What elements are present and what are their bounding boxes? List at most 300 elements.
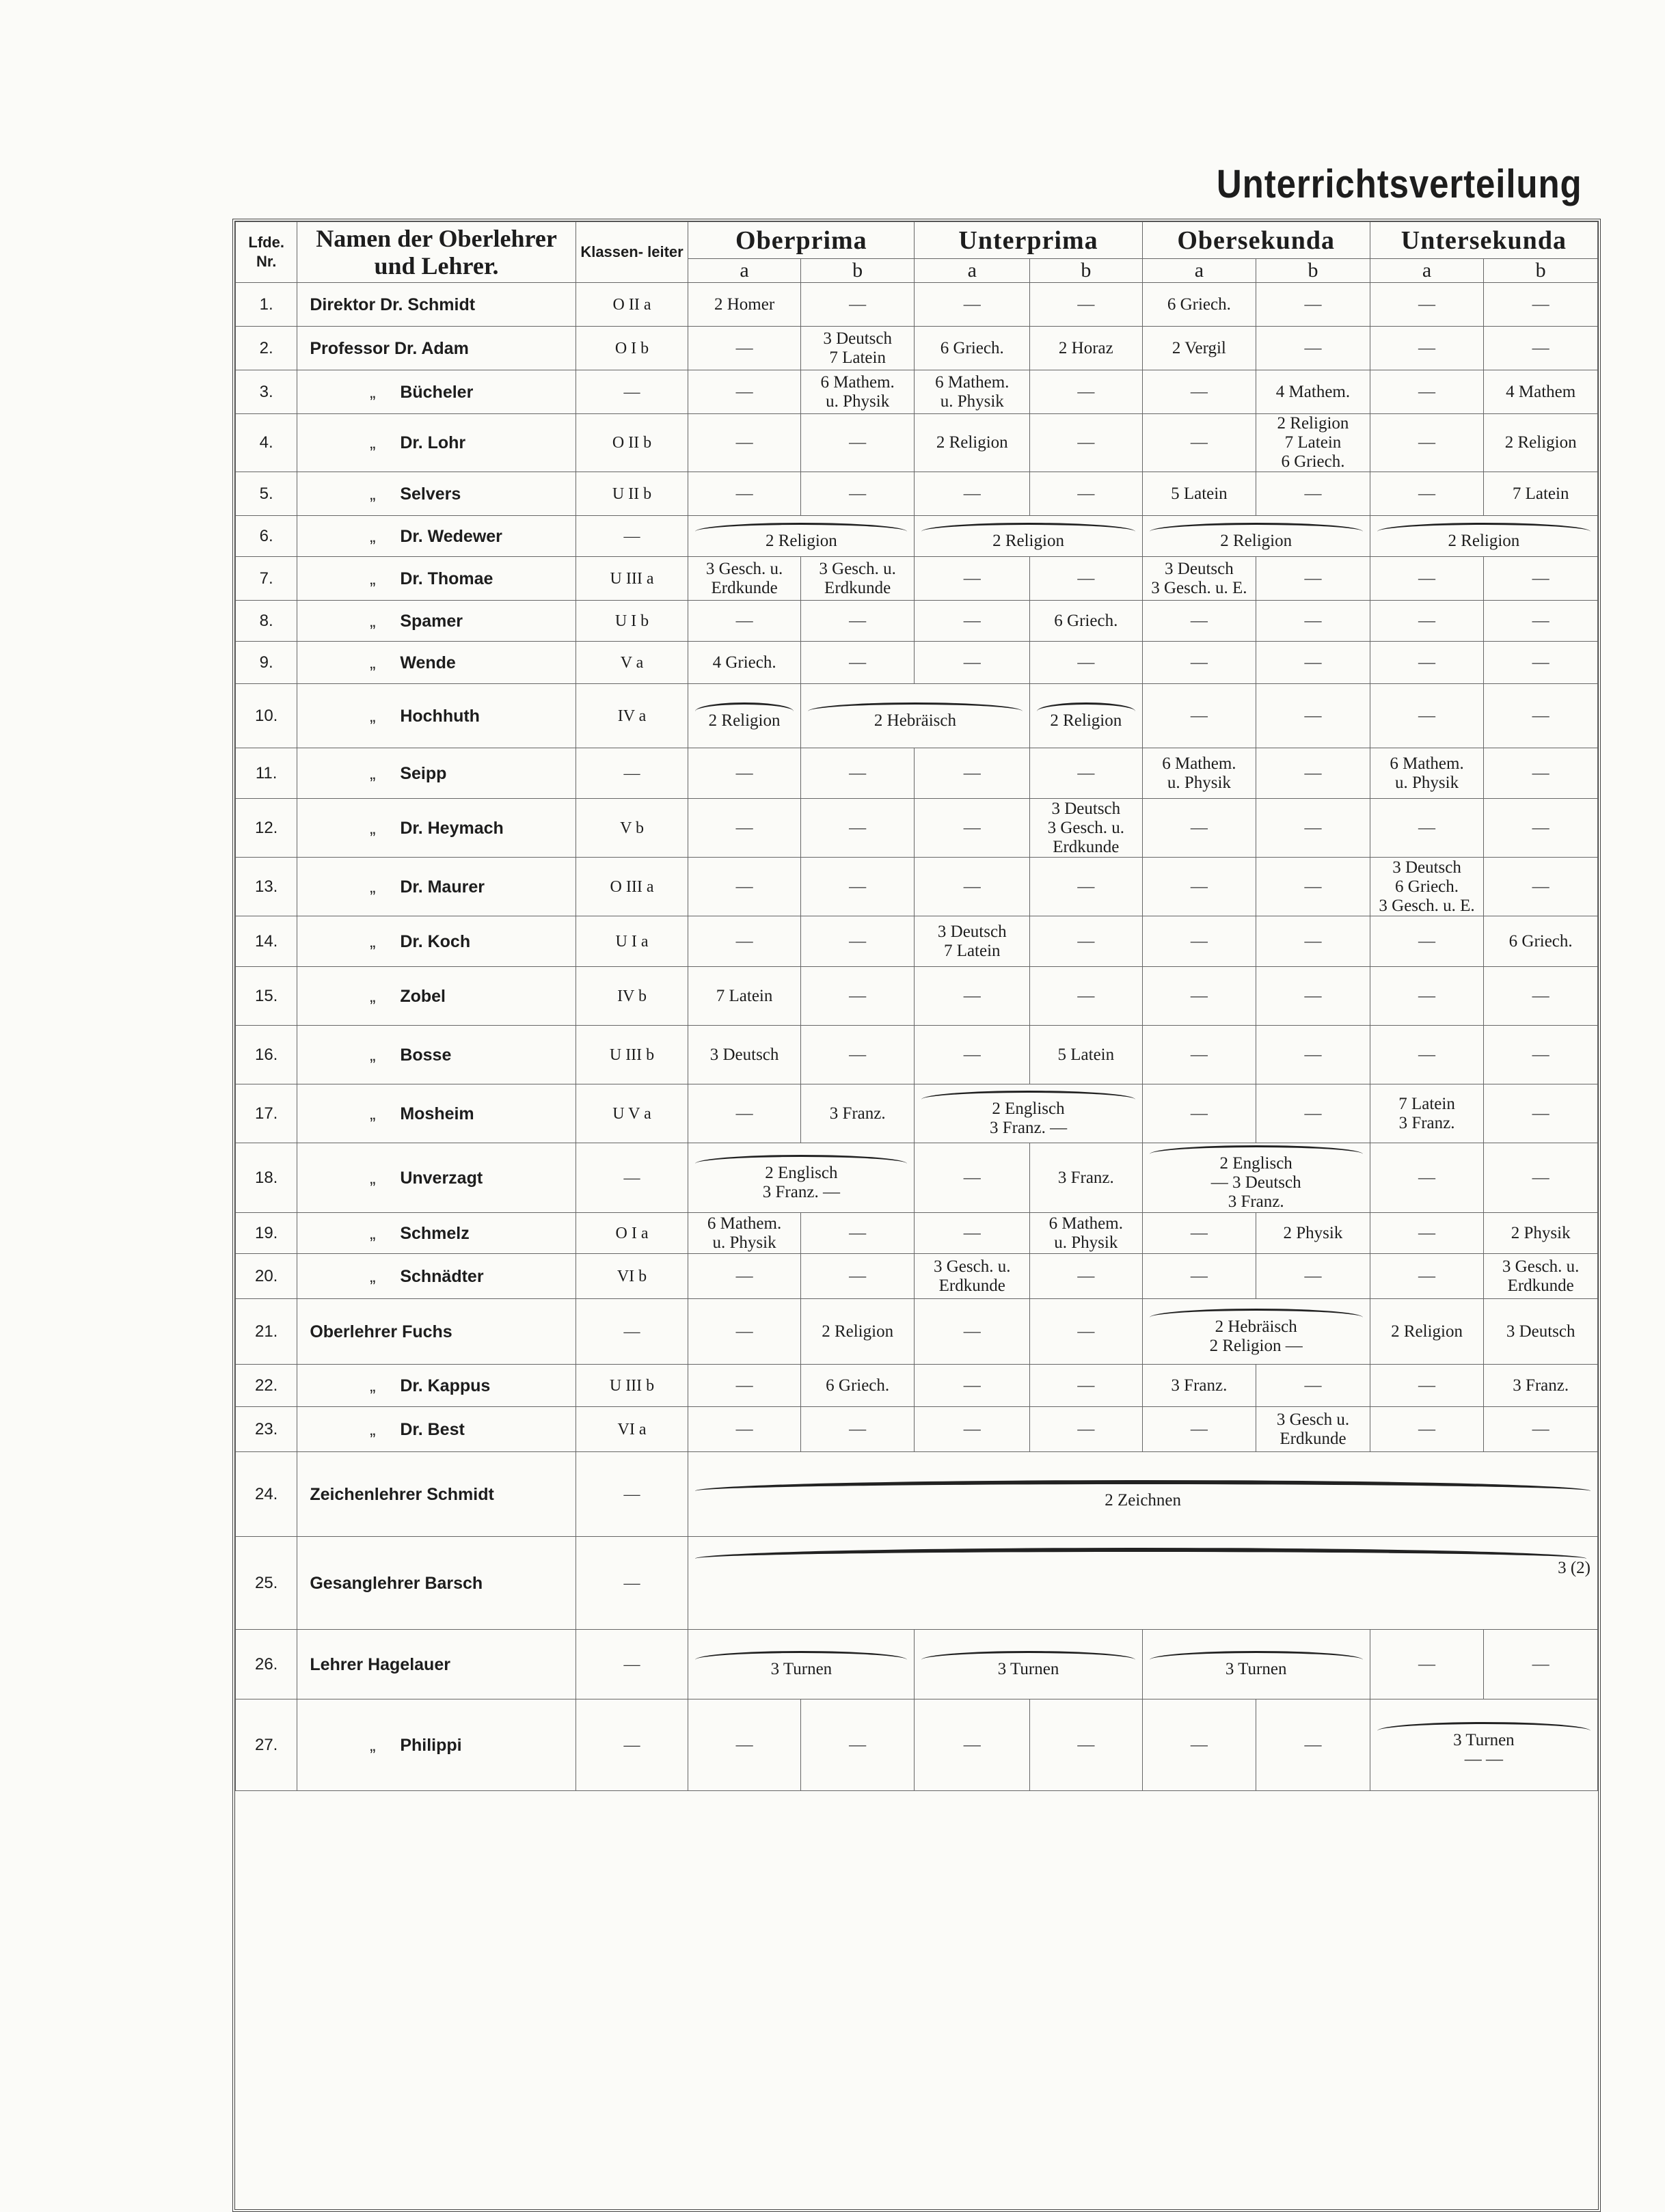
teacher-name-text: Seipp [400,763,447,783]
table-row [236,283,1598,327]
page-title: Unterrichtsverteilung [1217,162,1582,206]
dash-mark: — [1532,986,1549,1005]
row-number [236,1365,297,1407]
row-number [236,472,297,516]
ditto-mark: „ [370,1168,376,1188]
schedule-cell [688,1537,1598,1630]
table-row [236,1084,1598,1143]
schedule-cell [688,684,801,748]
dash-mark: — [1190,653,1208,672]
cell-text: 3. [259,382,273,401]
dash-mark: — [1077,986,1095,1005]
schedule-cell [1142,1084,1256,1143]
cell-text: U I b [614,612,649,630]
schedule-cell [1030,967,1143,1026]
klassenleiter-value [576,601,688,642]
cell-text: 6 Griech. [940,338,1004,357]
dash-mark: — [1418,569,1436,588]
schedule-cell [1256,1084,1370,1143]
cell-text: 3 Franz. [1171,1376,1228,1395]
header-untersekunda: Untersekunda [1370,222,1597,259]
cell-text: 3 Deutsch [937,922,1007,941]
dash-mark: — [849,1045,867,1064]
row-number [236,1084,297,1143]
schedule-cell [1030,858,1143,916]
schedule-cell [1370,516,1597,557]
ditto-mark: „ [370,877,376,897]
cell-text: 5 Latein [1171,484,1228,503]
teacher-name [297,1537,576,1630]
dash-mark: — [735,611,753,630]
header-unterprima: Unterprima [915,222,1142,259]
cell-text: 2 Religion [765,532,837,550]
dash-mark: — [849,433,867,452]
cell-text: U I a [615,932,649,951]
table-row [236,472,1598,516]
schedule-cell [1484,799,1598,858]
dash-mark: — [963,763,981,782]
schedule-cell [1484,1026,1598,1084]
dash-mark: — [1304,484,1322,503]
dash-mark: — [849,611,867,630]
ditto-mark: „ [370,653,376,672]
schedule-cell [1142,642,1256,684]
teacher-name-text: Direktor Dr. Schmidt [310,295,476,314]
row-number [236,1699,297,1791]
teacher-name-text: Dr. Thomae [400,569,493,588]
cell-text: 3 Gesch. u. E. [1379,896,1475,915]
klassenleiter-value [576,748,688,799]
cell-text: 2 Religion [936,433,1008,452]
cell-text: 25. [254,1573,278,1592]
dash-mark: — [1304,653,1322,672]
schedule-cell [1370,1365,1484,1407]
teacher-name-text: Professor Dr. Adam [310,338,469,358]
teacher-name-text: Dr. Kappus [400,1376,491,1395]
schedule-cell [688,557,801,601]
cell-text: 2 Physik [1511,1223,1571,1242]
teacher-name-text: Dr. Koch [400,931,471,951]
table-row [236,414,1598,472]
dash-mark: — [963,986,981,1005]
teacher-name [297,472,576,516]
dash-mark: — [1418,1419,1436,1438]
teacher-name-text: Zeichenlehrer Schmidt [310,1484,494,1504]
brace-mark [695,1480,1590,1491]
ditto-mark: „ [370,1735,376,1755]
teacher-name-text: Bücheler [400,382,474,402]
cell-text: IV b [617,987,647,1005]
schedule-cell [800,967,915,1026]
dash-mark: — [849,653,867,672]
header-name [297,222,576,283]
schedule-cell [1370,327,1484,370]
cell-text: 6 Griech. [1395,877,1459,896]
table-row [236,799,1598,858]
dash-mark: — [1190,706,1208,725]
cell-text: Erdkunde [711,578,778,597]
dash-mark: — [1190,1104,1208,1123]
dash-mark: — [1532,338,1549,357]
schedule-cell [1370,684,1484,748]
schedule-cell [1256,1026,1370,1084]
schedule-cell [1484,283,1598,327]
schedule-cell [915,916,1030,967]
cell-text: 3 Deutsch [1506,1322,1575,1341]
schedule-cell [800,1084,915,1143]
schedule-cell [915,472,1030,516]
dash-mark: — [735,1104,753,1123]
row-number [236,1407,297,1452]
cell-text: U II b [612,484,652,503]
schedule-cell [800,748,915,799]
dash-mark: — [1077,1266,1095,1285]
teacher-name [297,1143,576,1213]
cell-text: 6. [259,526,273,545]
teacher-name [297,1026,576,1084]
schedule-cell [688,601,801,642]
dash-mark: — [623,764,640,782]
dash-mark: — [1418,1266,1436,1285]
schedule-cell [1484,327,1598,370]
klassenleiter-value [576,916,688,967]
schedule-cell [915,516,1142,557]
schedule-cell [800,858,915,916]
klassenleiter-value [576,1407,688,1452]
dash-mark: — [1304,818,1322,837]
schedule-cell [800,1699,915,1791]
schedule-cell [1484,414,1598,472]
schedule-cell [688,1365,801,1407]
header-name-line2: und Lehrer. [374,252,499,279]
row-number [236,1143,297,1213]
dash-mark: — [1077,382,1095,401]
row-number [236,967,297,1026]
cell-text: VI b [617,1267,647,1285]
dash-mark: — [735,763,753,782]
schedule-cell [800,1026,915,1084]
schedule-cell [688,748,801,799]
dash-mark: — [1077,569,1095,588]
schedule-cell [1142,557,1256,601]
schedule-cell [1142,1699,1256,1791]
dash-mark: — [1190,1266,1208,1285]
klassenleiter-value [576,472,688,516]
schedule-cell [915,414,1030,472]
dash-mark: — [1190,1045,1208,1064]
header-oberprima: Oberprima [688,222,915,259]
row-number [236,1026,297,1084]
cell-text: 3 Franz. [1057,1168,1114,1187]
dash-mark: — [1190,1419,1208,1438]
cell-text: O III a [610,877,654,896]
teacher-name-text: Dr. Maurer [400,877,485,897]
cell-text: — 3 Deutsch [1210,1173,1301,1192]
ditto-mark: „ [370,1223,376,1243]
dash-mark: — [1418,818,1436,837]
cell-text: Erdkunde [1053,837,1120,856]
dash-mark: — [623,1322,640,1341]
schedule-cell [800,1407,915,1452]
schedule-cell [1030,916,1143,967]
cell-text: 6 Griech. [1167,295,1231,314]
schedule-cell [1142,414,1256,472]
schedule-cell [1484,1084,1598,1143]
table-row [236,557,1598,601]
schedule-cell [915,1084,1142,1143]
cell-text: V a [620,653,644,672]
dash-mark: — [1418,295,1436,314]
schedule-cell [1370,1026,1484,1084]
klassenleiter-value [576,1084,688,1143]
schedule-cell [1370,1143,1484,1213]
dash-mark: — [849,763,867,782]
dash-mark: — [1532,1045,1549,1064]
schedule-cell [915,799,1030,858]
klassenleiter-value [576,370,688,414]
dash-mark: — [849,484,867,503]
brace-mark [1150,1145,1363,1154]
row-number [236,799,297,858]
schedule-cell [688,414,801,472]
schedule-cell [1256,799,1370,858]
ditto-mark: „ [370,1104,376,1123]
cell-text: 27. [254,1735,278,1754]
cell-text: 2 Vergil [1172,338,1226,357]
dash-mark: — [1304,338,1322,357]
dash-mark: — [735,1266,753,1285]
schedule-cell [1484,472,1598,516]
cell-text: 17. [254,1104,278,1123]
schedule-cell [915,1299,1030,1365]
schedule-cell [1484,1299,1598,1365]
table-row [236,1630,1598,1699]
row-number [236,642,297,684]
cell-text: 4 Mathem. [1275,382,1351,401]
dash-mark: — [1190,931,1208,951]
row-number [236,370,297,414]
row-number [236,327,297,370]
schedule-cell [1142,1365,1256,1407]
cell-text: 6 Griech. [1054,611,1118,630]
schedule-cell [915,283,1030,327]
schedule-cell [688,1407,801,1452]
cell-text: 3 Gesch. u. [705,559,783,578]
schedule-cell [800,370,915,414]
schedule-cell [1484,557,1598,601]
table-row [236,516,1598,557]
schedule-cell [1370,1254,1484,1299]
table-row [236,601,1598,642]
schedule-cell [688,1254,801,1299]
schedule-cell [800,642,915,684]
cell-text: 3 Deutsch [1392,858,1461,877]
schedule-cell [1030,748,1143,799]
dash-mark: — [1077,484,1095,503]
dash-mark: — [1190,986,1208,1005]
dash-mark: — [623,1736,640,1754]
schedule-cell [1256,283,1370,327]
brace-mark [1150,1651,1363,1660]
header-name-line1: Namen der Oberlehrer [316,225,557,252]
cell-text: 7 Latein [1284,433,1342,452]
cell-text: 3 Franz. — [989,1119,1068,1137]
table-row [236,642,1598,684]
schedule-cell [688,1299,801,1365]
schedule-cell [1370,967,1484,1026]
schedule-cell [915,370,1030,414]
cell-text: 2 Zeichnen [1105,1490,1182,1510]
cell-text: 3 Gesch. u. [934,1257,1011,1276]
teacher-name-text: Spamer [400,611,463,631]
cell-text: — — [1464,1750,1503,1769]
cell-text: 2 Religion [1277,414,1349,433]
klassenleiter-value [576,1365,688,1407]
ditto-mark: „ [370,1266,376,1286]
header-sub-b: b [1030,259,1143,283]
teacher-name-text: Dr. Wedewer [400,526,502,546]
cell-text: 6 Mathem. [820,372,895,392]
dash-mark: — [1077,653,1095,672]
row-number [236,283,297,327]
dash-mark: — [849,1735,867,1754]
dash-mark: — [1418,433,1436,452]
cell-text: 19. [254,1223,278,1242]
cell-text: 6 Mathem. [707,1214,782,1233]
dash-mark: — [1418,1168,1436,1187]
row-number [236,414,297,472]
schedule-cell [1142,1299,1370,1365]
schedule-cell [1142,799,1256,858]
row-number [236,1254,297,1299]
dash-mark: — [1532,1104,1549,1123]
cell-text: 2 Englisch [992,1100,1065,1118]
schedule-cell [688,967,801,1026]
cell-text: 7 Latein [1398,1094,1455,1113]
klassenleiter-value [576,327,688,370]
teacher-name [297,684,576,748]
teacher-name [297,799,576,858]
cell-text: 2 Religion [708,711,781,730]
brace-mark [1150,523,1363,532]
cell-text: 4. [259,433,273,452]
brace-mark [695,1548,1586,1559]
teacher-name [297,858,576,916]
dash-mark: — [1418,1376,1436,1395]
klassenleiter-value [576,684,688,748]
cell-text: 2 Religion [1504,433,1577,452]
cell-text: 15. [254,986,278,1005]
schedule-cell [1370,1084,1484,1143]
dash-mark: — [1190,433,1208,452]
brace-mark [695,523,907,532]
dash-mark: — [963,1168,981,1187]
schedule-cell [915,748,1030,799]
brace-mark [1150,1309,1363,1317]
schedule-cell [1484,858,1598,916]
schedule-cell [1142,1143,1370,1213]
dash-mark: — [1077,1322,1095,1341]
schedule-cell [1142,327,1256,370]
schedule-cell [1484,1630,1598,1699]
cell-text: Erdkunde [938,1276,1005,1295]
schedule-cell [1030,1407,1143,1452]
cell-text: 7 Latein [1512,484,1569,503]
schedule-cell [1256,916,1370,967]
dash-mark: — [623,527,640,545]
cell-text: 6 Mathem. [1390,754,1464,773]
cell-text: 2 Hebräisch [874,711,956,730]
cell-text: O I a [615,1224,649,1242]
teacher-name [297,414,576,472]
schedule-cell [1030,1365,1143,1407]
header-sub-a: a [1142,259,1256,283]
klassenleiter-value [576,1213,688,1254]
schedule-cell [915,1143,1030,1213]
dash-mark: — [735,818,753,837]
schedule-cell [800,283,915,327]
schedule-body [236,283,1598,1791]
ditto-mark: „ [370,526,376,546]
cell-text: 3 Gesch. u. E. [1151,578,1247,597]
schedule-table-frame [232,219,1601,2212]
cell-text: 3 Deutsch [823,329,892,348]
header-sub-a: a [1370,259,1484,283]
cell-text: 3 Franz. [1228,1192,1284,1211]
teacher-name [297,1299,576,1365]
schedule-cell [1370,1699,1597,1791]
cell-text: Erdkunde [1507,1276,1574,1295]
schedule-cell [1256,642,1370,684]
schedule-cell [1142,601,1256,642]
teacher-name [297,1407,576,1452]
row-number [236,557,297,601]
dash-mark: — [1304,295,1322,314]
cell-text: u. Physik [712,1233,776,1252]
table-row [236,858,1598,916]
table-row [236,1254,1598,1299]
cell-text: 2. [259,338,273,357]
table-row [236,370,1598,414]
cell-text: 3 Deutsch [709,1045,779,1064]
schedule-cell [1030,472,1143,516]
klassenleiter-value [576,283,688,327]
brace-mark [921,1091,1135,1100]
schedule-cell [688,1143,915,1213]
schedule-cell [1256,370,1370,414]
schedule-cell [1030,414,1143,472]
brace-mark [808,702,1023,711]
teacher-name [297,642,576,684]
cell-text: 2 Physik [1283,1223,1343,1242]
header-nr: Lfde. Nr. [236,222,297,283]
cell-text: u. Physik [1167,773,1231,792]
table-row [236,748,1598,799]
cell-text: 4 Mathem [1506,382,1576,401]
cell-text: 3 Gesch u. [1276,1410,1350,1429]
header-sub-b: b [1256,259,1370,283]
table-row [236,1365,1598,1407]
schedule-table [235,221,1598,1791]
cell-text: 3 Deutsch [1051,799,1121,818]
table-row [236,1452,1598,1537]
cell-text: 21. [254,1322,278,1341]
dash-mark: — [963,877,981,896]
cell-text: 2 Religion [1448,532,1520,550]
dash-mark: — [1532,1419,1549,1438]
cell-text: 7 Latein [716,986,773,1005]
dash-mark: — [963,1223,981,1242]
